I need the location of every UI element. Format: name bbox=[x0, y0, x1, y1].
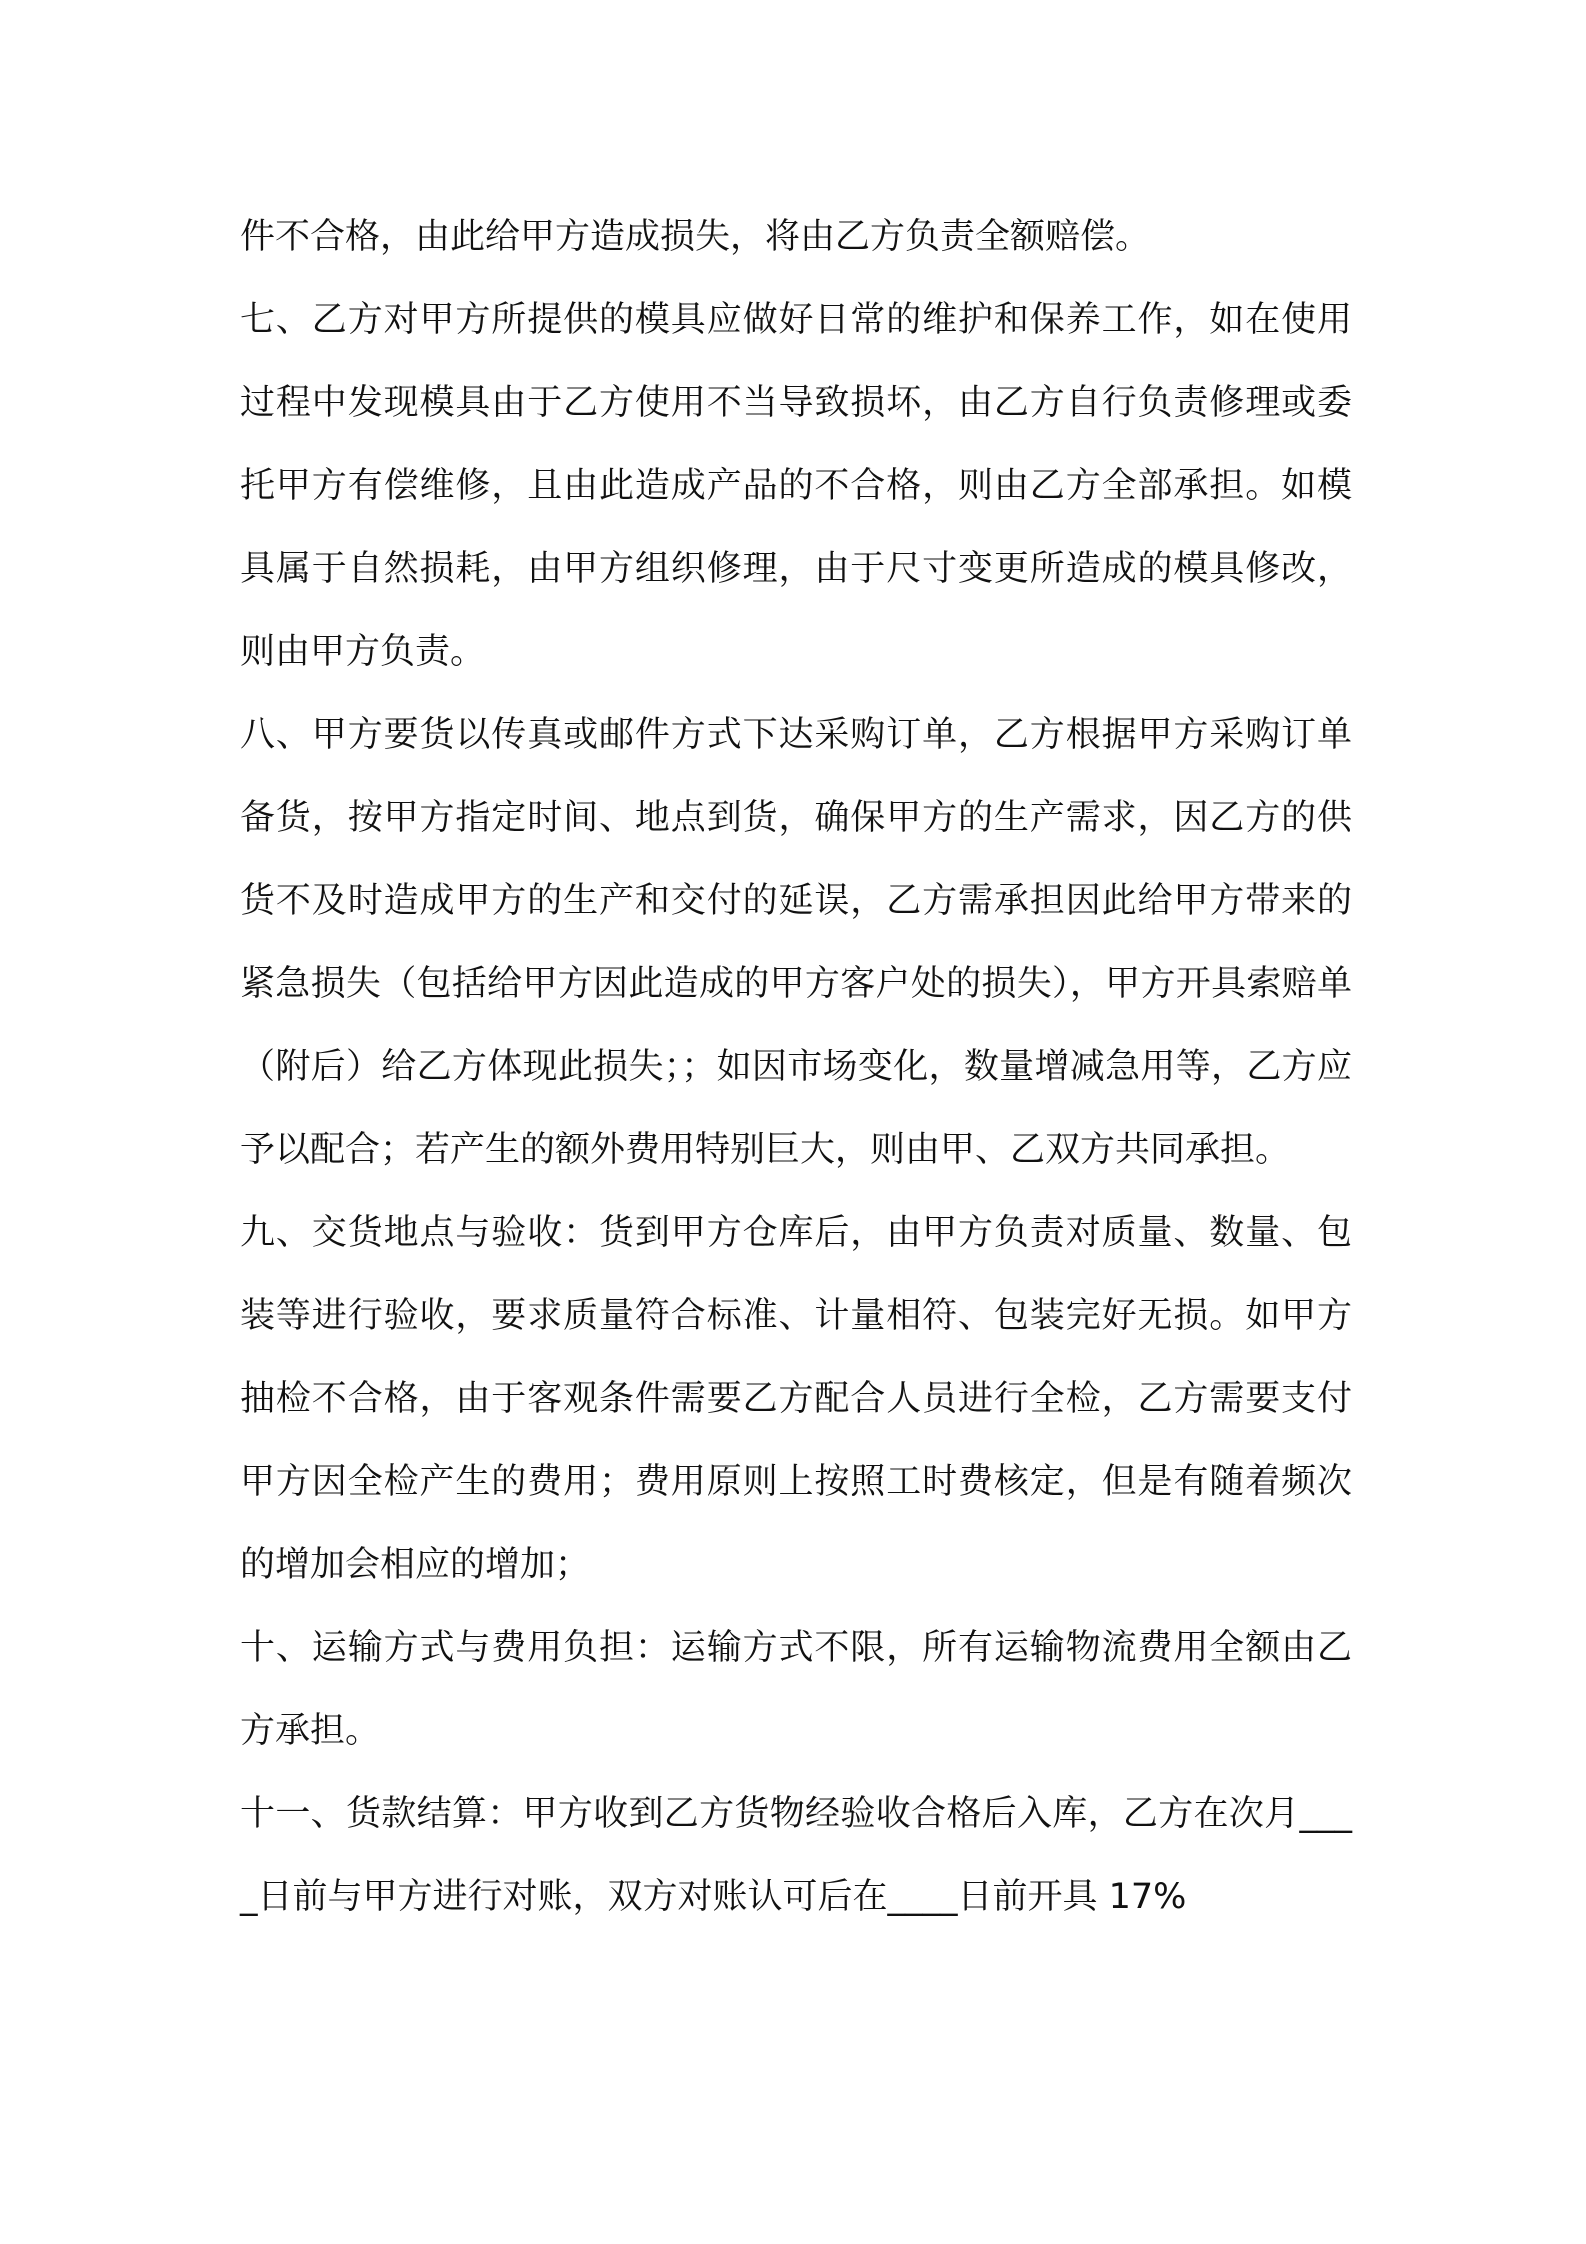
paragraph-continuation: 件不合格，由此给甲方造成损失，将由乙方负责全额赔偿。 bbox=[240, 217, 1151, 257]
paragraph-clause-7: 七、乙方对甲方所提供的模具应做好日常的维护和保养工作，如在使用过程中发现模具由于乙方使用不当导致损坏，由乙方自行负责修理或委托甲方有偿维修，且由此造成产品的不合格，则由乙方全部承担。如模具属于自然损耗，由甲方组织修理，由于尺寸变更所造成的模具修改，则由甲方负责。 bbox=[240, 300, 1352, 672]
document-body bbox=[240, 196, 1352, 1939]
paragraph-clause-8: 八、甲方要货以传真或邮件方式下达采购订单，乙方根据甲方采购订单备货，按甲方指定时间、地点到货，确保甲方的生产需求，因乙方的供货不及时造成甲方的生产和交付的延误，乙方需承担因此给甲方带来的紧急损失（包括给甲方因此造成的甲方客户处的损失），甲方开具索赔单（附后）给乙方体现此损失；；如因市场变化，数量增减急用等，乙方应予以配合；若产生的额外费用特别巨大，则由甲、乙双方共同承担。 bbox=[240, 715, 1352, 1170]
paragraph-clause-10: 十、运输方式与费用负担：运输方式不限，所有运输物流费用全额由乙方承担。 bbox=[240, 1628, 1352, 1751]
paragraph-clause-9: 九、交货地点与验收：货到甲方仓库后，由甲方负责对质量、数量、包装等进行验收，要求质量符合标准、计量相符、包装完好无损。如甲方抽检不合格，由于客观条件需要乙方配合人员进行全检，乙方需要支付甲方因全检产生的费用；费用原则上按照工时费核定，但是有随着频次的增加会相应的增加； bbox=[240, 1213, 1352, 1585]
paragraph-clause-11: 十一、货款结算：甲方收到乙方货物经验收合格后入库，乙方在次月____日前与甲方进行对账，双方对账认可后在____日前开具 17% bbox=[240, 1794, 1352, 1917]
